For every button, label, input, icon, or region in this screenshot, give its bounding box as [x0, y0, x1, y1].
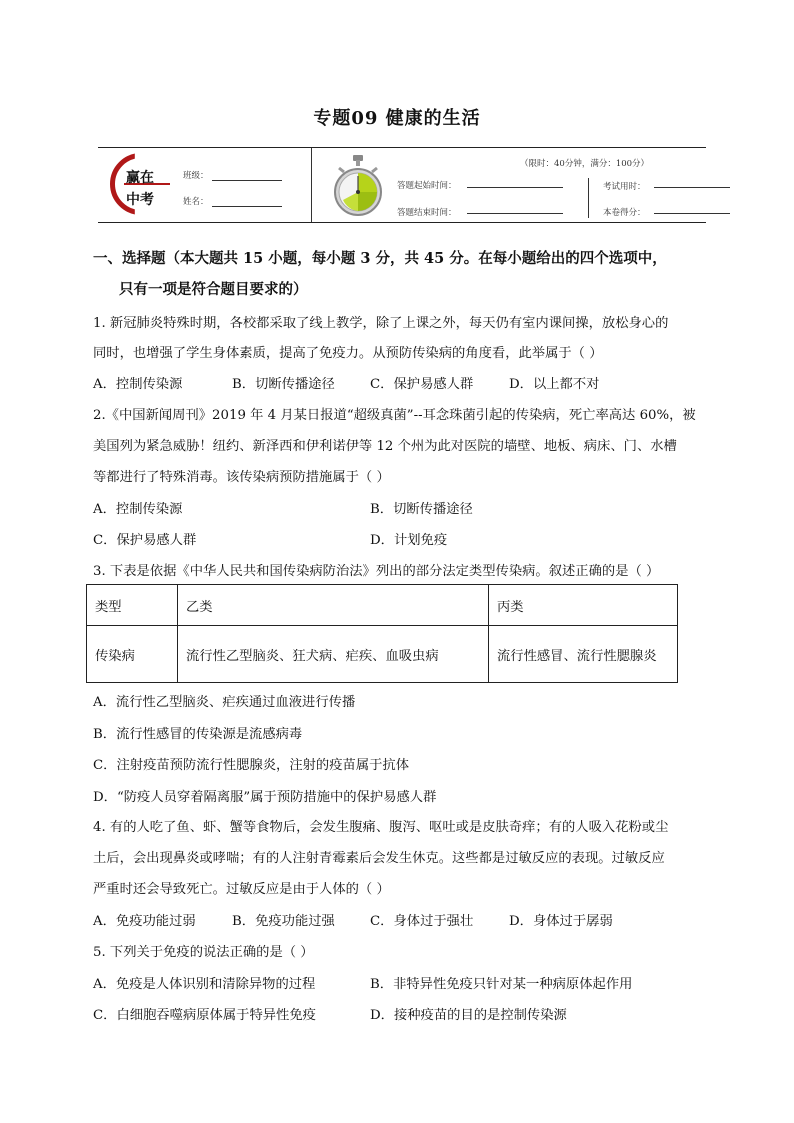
table-header-class-b: 乙类 — [178, 585, 489, 626]
end-time-label: 答题结束时间： — [397, 208, 457, 218]
q1-text-line2: 同时，也增强了学生身体素质，提高了免疫力。从预防传染病的角度看，此举属于（ ） — [93, 346, 603, 361]
q2-option-d[interactable]: D．计划免疫 — [370, 533, 448, 548]
q1-option-d[interactable]: D．以上都不对 — [509, 377, 600, 392]
start-time-field[interactable] — [467, 187, 563, 188]
header-bottom-rule — [98, 222, 706, 223]
table-cell-class-c: 流行性感冒、流行性腮腺炎 — [489, 626, 678, 683]
q3-option-b[interactable]: B．流行性感冒的传染源是流感病毒 — [93, 727, 303, 742]
q3-text-line1: 3. 下表是依据《中华人民共和国传染病防治法》列出的部分法定类型传染病。叙述正确的是（ ） — [93, 564, 660, 579]
q2-text-line3: 等都进行了特殊消毒。该传染病预防措施属于（ ） — [93, 470, 390, 485]
table-cell-type: 传染病 — [87, 626, 178, 683]
q1-option-b[interactable]: B．切断传播途径 — [232, 377, 335, 392]
q4-option-b[interactable]: B．免疫功能过强 — [232, 914, 335, 929]
score-label: 本卷得分： — [603, 208, 646, 218]
q2-option-c[interactable]: C．保护易感人群 — [93, 533, 197, 548]
q5-text-line1: 5. 下列关于免疫的说法正确的是（ ） — [93, 945, 314, 960]
header-divider-right — [588, 178, 589, 218]
q5-option-b[interactable]: B．非特异性免疫只针对某一种病原体起作用 — [370, 977, 633, 992]
logo-text-bottom: 中考 — [126, 192, 154, 208]
q5-option-d[interactable]: D．接种疫苗的目的是控制传染源 — [370, 1008, 567, 1023]
q1-option-a[interactable]: A．控制传染源 — [93, 377, 183, 392]
page-title: 专题09 健康的生活 — [313, 108, 481, 129]
q3-option-d[interactable]: D．“防疫人员穿着隔离服”属于预防措施中的保护易感人群 — [93, 790, 437, 805]
time-used-field[interactable] — [654, 187, 730, 188]
q4-text-line3: 严重时还会导致死亡。过敏反应是由于人体的（ ） — [93, 882, 390, 897]
start-time-label: 答题起始时间： — [397, 181, 457, 191]
table-row — [87, 626, 678, 683]
q1-option-c[interactable]: C．保护易感人群 — [370, 377, 474, 392]
table-cell-class-b: 流行性乙型脑炎、狂犬病、疟疾、血吸虫病 — [178, 626, 489, 683]
q5-option-c[interactable]: C．白细胞吞噬病原体属于特异性免疫 — [93, 1008, 316, 1023]
header-divider — [311, 148, 312, 222]
q4-option-d[interactable]: D．身体过于孱弱 — [509, 914, 613, 929]
q2-text-line2: 美国列为紧急威胁！纽约、新泽西和伊利诺伊等 12 个州为此对医院的墙壁、地板、病床、门、水槽 — [93, 439, 677, 454]
q2-text-line1: 2.《中国新闻周刊》2019 年 4 月某日报道“超级真菌”--耳念珠菌引起的传染病，死亡率高达 60%，被 — [93, 408, 696, 423]
q3-option-c[interactable]: C．注射疫苗预防流行性腮腺炎，注射的疫苗属于抗体 — [93, 758, 410, 773]
table-header-type: 类型 — [87, 585, 178, 626]
end-time-field[interactable] — [467, 213, 563, 214]
section-heading-line2: 只有一项是符合题目要求的） — [119, 281, 308, 298]
score-field[interactable] — [654, 213, 730, 214]
stopwatch-icon — [333, 154, 383, 218]
q3-option-a[interactable]: A．流行性乙型脑炎、疟疾通过血液进行传播 — [93, 695, 356, 710]
q4-text-line2: 土后，会出现鼻炎或哮喘；有的人注射青霉素后会发生休克。这些都是过敏反应的表现。过敏反应 — [93, 851, 665, 866]
section-heading-line1: 一、选择题（本大题共 15 小题，每小题 3 分，共 45 分。在每小题给出的四个选项中， — [93, 250, 667, 267]
class-field[interactable] — [212, 180, 282, 181]
q4-option-a[interactable]: A．免疫功能过弱 — [93, 914, 196, 929]
logo-text-top: 赢在 — [126, 170, 154, 186]
q2-option-a[interactable]: A．控制传染源 — [93, 502, 183, 517]
q1-text-line1: 1. 新冠肺炎特殊时期，各校都采取了线上教学，除了上课之外，每天仍有室内课间操，放松身心的 — [93, 316, 669, 331]
time-used-label: 考试用时： — [603, 182, 646, 192]
q4-text-line1: 4. 有的人吃了鱼、虾、蟹等食物后，会发生腹痛、腹泻、呕吐或是皮肤奇痒；有的人吸入花粉或尘 — [93, 820, 669, 835]
table-header-class-c: 丙类 — [489, 585, 678, 626]
class-label: 班级： — [183, 171, 209, 181]
q4-option-c[interactable]: C．身体过于强壮 — [370, 914, 474, 929]
header-top-rule — [98, 147, 706, 148]
disease-table — [86, 584, 678, 683]
q2-option-b[interactable]: B．切断传播途径 — [370, 502, 473, 517]
name-field[interactable] — [212, 206, 282, 207]
table-row — [87, 585, 678, 626]
time-limit-note: （限时：40分钟，满分：100分） — [520, 159, 650, 169]
name-label: 姓名： — [183, 197, 209, 207]
q5-option-a[interactable]: A．免疫是人体识别和清除异物的过程 — [93, 977, 316, 992]
